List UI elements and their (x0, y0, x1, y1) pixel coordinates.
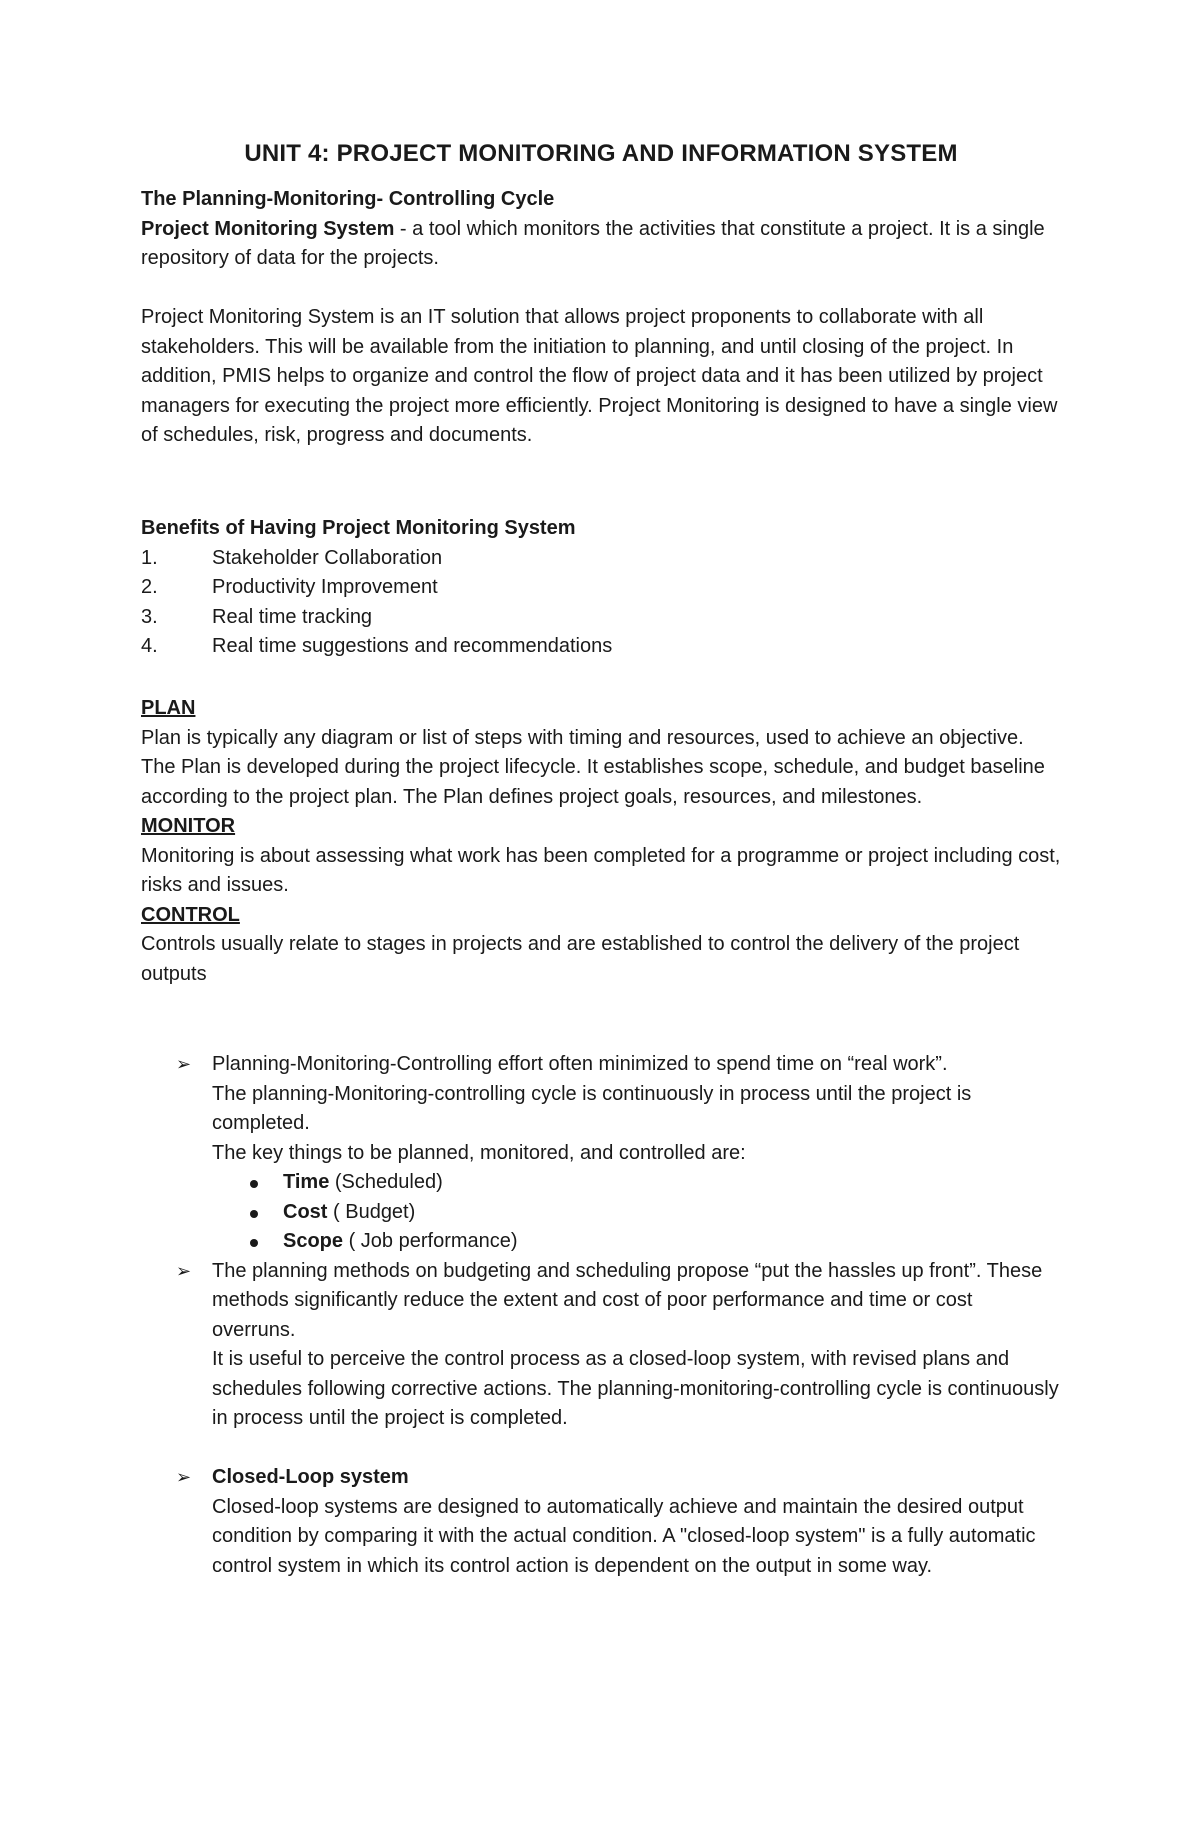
plan-text: Plan is typically any diagram or list of steps with timing and resources, used to achieve an objective. The Plan is developed during the project lifecycle. It establishes scope, schedule, and budget baseline according to the project plan. The Plan defines project goals, resources, and milestones. (141, 726, 1045, 808)
arrow-list (141, 1050, 1061, 1581)
arrow-bullet-icon: ➢ (176, 1054, 192, 1074)
arrow-bullet-icon: ➢ (176, 1467, 192, 1487)
arrow-item-closed-loop (141, 1463, 1061, 1581)
list-text: Stakeholder Collaboration (212, 546, 443, 569)
list-number: 1. (141, 546, 158, 569)
key-things-list (212, 1168, 1061, 1257)
pms-term: Project Monitoring System (141, 217, 395, 240)
list-item (212, 1227, 1061, 1257)
closed-loop-perceive-text: It is useful to perceive the control process as a closed-loop system, with revised plans and schedules following corrective actions. The planning-monitoring-controlling cycle is continuously in process until the project is completed. (212, 1348, 1059, 1429)
benefits-heading: Benefits of Having Project Monitoring System (141, 517, 576, 539)
effort-line: Planning-Monitoring-Controlling effort often minimized to spend time on “real work”. (212, 1053, 948, 1075)
arrow-section (141, 1050, 1061, 1581)
control-heading: CONTROL (141, 903, 240, 926)
pms-definition (141, 215, 1061, 274)
list-text: Real time tracking (212, 605, 373, 628)
benefits-section (141, 514, 1061, 662)
bullet-rest: (Scheduled) (329, 1171, 443, 1193)
pms-def-text: - a tool which monitors the activities that constitute a project. It is a single repository of data for the projects. (141, 217, 1045, 269)
benefits-list (141, 544, 1061, 662)
bullet-rest: ( Budget) (327, 1200, 416, 1223)
arrow-item-effort (141, 1050, 1061, 1257)
list-number: 2. (141, 576, 158, 598)
control-text: Controls usually relate to stages in projects and are established to control the delivery of the project outputs (141, 933, 1020, 985)
list-number: 4. (141, 635, 158, 657)
closed-loop-heading: Closed-Loop system (212, 1466, 409, 1488)
list-item (141, 632, 1061, 662)
bullet-term: Scope (283, 1230, 344, 1252)
bullet-dot-icon (250, 1180, 258, 1188)
list-text: Real time suggestions and recommendations (212, 635, 613, 657)
list-item (212, 1198, 1061, 1228)
list-item (212, 1168, 1061, 1198)
list-item (141, 544, 1061, 574)
list-number: 3. (141, 605, 158, 628)
cycle-heading: The Planning-Monitoring- Controlling Cycle (141, 188, 555, 210)
bullet-dot-icon (250, 1210, 258, 1218)
monitor-text: Monitoring is about assessing what work has been completed for a programme or project including cost, risks and issues. (141, 844, 1061, 896)
list-text: Productivity Improvement (212, 576, 438, 598)
planning-methods-text: The planning methods on budgeting and scheduling propose “put the hassles up front”. These methods significantly reduce the extent and cost of poor performance and time or cost overruns. (212, 1259, 1043, 1341)
pms-paragraph: Project Monitoring System is an IT solution that allows project proponents to collaborate with all stakeholders. This will be available from the initiation to planning, and until closing of the project. In addition, PMIS helps to organize and control the flow of project data and it has been utilized by project managers for executing the project more efficiently. Project Monitoring is designed to have a single view of schedules, risk, progress and documents. (141, 306, 1058, 446)
list-item (141, 573, 1061, 603)
arrow-bullet-icon: ➢ (176, 1260, 192, 1281)
monitor-heading: MONITOR (141, 815, 236, 837)
arrow-item-planning-methods (141, 1257, 1061, 1434)
key-things-line: The key things to be planned, monitored, and controlled are: (212, 1141, 746, 1164)
bullet-dot-icon (250, 1239, 258, 1247)
cycle-line: The planning-Monitoring-controlling cycle is continuously in process until the project is completed. (212, 1082, 972, 1134)
closed-loop-text: Closed-loop systems are designed to automatically achieve and maintain the desired output condition by comparing it with the actual condition. A "closed-loop system" is a fully automatic control system in which its control action is dependent on the output in some way. (212, 1495, 1036, 1577)
list-item (141, 603, 1061, 633)
bullet-rest: ( Job performance) (343, 1230, 518, 1252)
plan-heading: PLAN (141, 697, 196, 719)
pmc-section (141, 694, 1061, 989)
bullet-term: Cost (283, 1200, 328, 1223)
page-title: UNIT 4: PROJECT MONITORING AND INFORMATION SYSTEM (244, 140, 958, 167)
bullet-term: Time (283, 1171, 330, 1193)
intro-section (141, 185, 1061, 451)
